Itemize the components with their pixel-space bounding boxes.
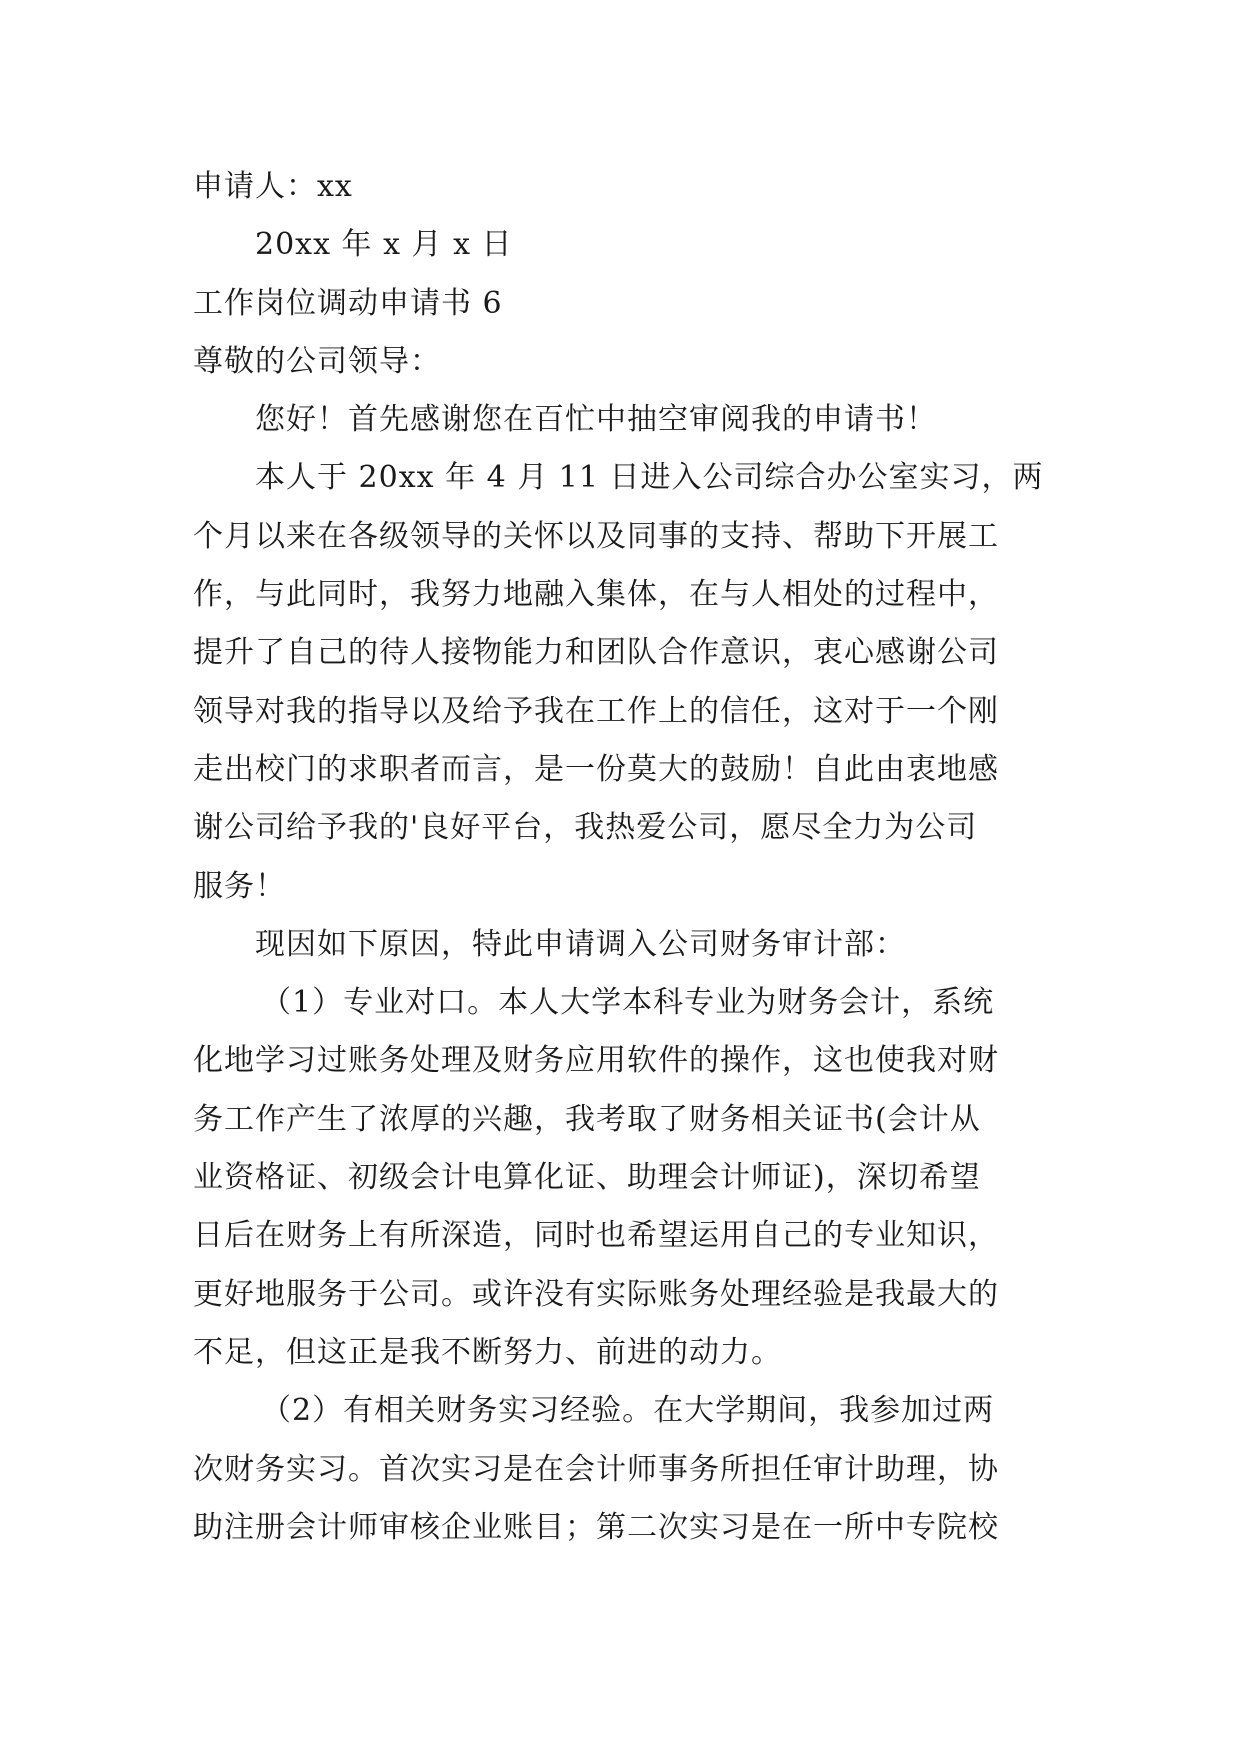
reason1-line: 务工作产生了浓厚的兴趣，我考取了财务相关证书(会计从 xyxy=(193,1101,981,1137)
reason1-line: 更好地服务于公司。或许没有实际账务处理经验是我最大的 xyxy=(193,1276,999,1312)
salutation: 尊敬的公司领导： xyxy=(193,343,441,379)
paragraph1-line: 领导对我的指导以及给予我在工作上的信任，这对于一个刚 xyxy=(193,693,999,729)
greeting: 您好！首先感谢您在百忙中抽空审阅我的申请书！ xyxy=(255,402,937,438)
reason1-line: （1）专业对口。本人大学本科专业为财务会计，系统 xyxy=(261,985,995,1021)
paragraph1-line: 本人于 20xx 年 4 月 11 日进入公司综合办公室实习，两 xyxy=(255,460,1044,496)
reason1-line: 不足，但这正是我不断努力、前进的动力。 xyxy=(193,1334,782,1370)
paragraph1-line: 谢公司给予我的'良好平台，我热爱公司，愿尽全力为公司 xyxy=(193,810,978,846)
document-title: 工作岗位调动申请书 6 xyxy=(193,285,503,321)
applicant-line: 申请人：xx xyxy=(193,169,353,204)
paragraph1-line: 作，与此同时，我努力地融入集体，在与人相处的过程中， xyxy=(193,577,999,613)
paragraph1-line: 服务！ xyxy=(193,868,286,904)
reason2-line: （2）有相关财务实习经验。在大学期间，我参加过两 xyxy=(261,1393,995,1429)
paragraph1-line: 走出校门的求职者而言，是一份莫大的鼓励！自此由衷地感 xyxy=(193,751,999,787)
reason1-line: 业资格证、初级会计电算化证、助理会计师证)，深切希望 xyxy=(193,1160,981,1196)
document-body xyxy=(193,158,1073,1557)
paragraph1-line: 个月以来在各级领导的关怀以及同事的支持、帮助下开展工 xyxy=(193,518,999,554)
reason1-line: 日后在财务上有所深造，同时也希望运用自己的专业知识， xyxy=(193,1218,999,1254)
date-line: 20xx 年 x 月 x 日 xyxy=(255,227,513,263)
reason-intro: 现因如下原因，特此申请调入公司财务审计部： xyxy=(255,926,906,962)
paragraph1-line: 提升了自己的待人接物能力和团队合作意识，衷心感谢公司 xyxy=(193,635,999,671)
reason1-line: 化地学习过账务处理及财务应用软件的操作，这也使我对财 xyxy=(193,1043,999,1079)
reason2-line: 助注册会计师审核企业账目；第二次实习是在一所中专院校 xyxy=(193,1509,999,1545)
reason2-line: 次财务实习。首次实习是在会计师事务所担任审计助理，协 xyxy=(193,1451,999,1487)
